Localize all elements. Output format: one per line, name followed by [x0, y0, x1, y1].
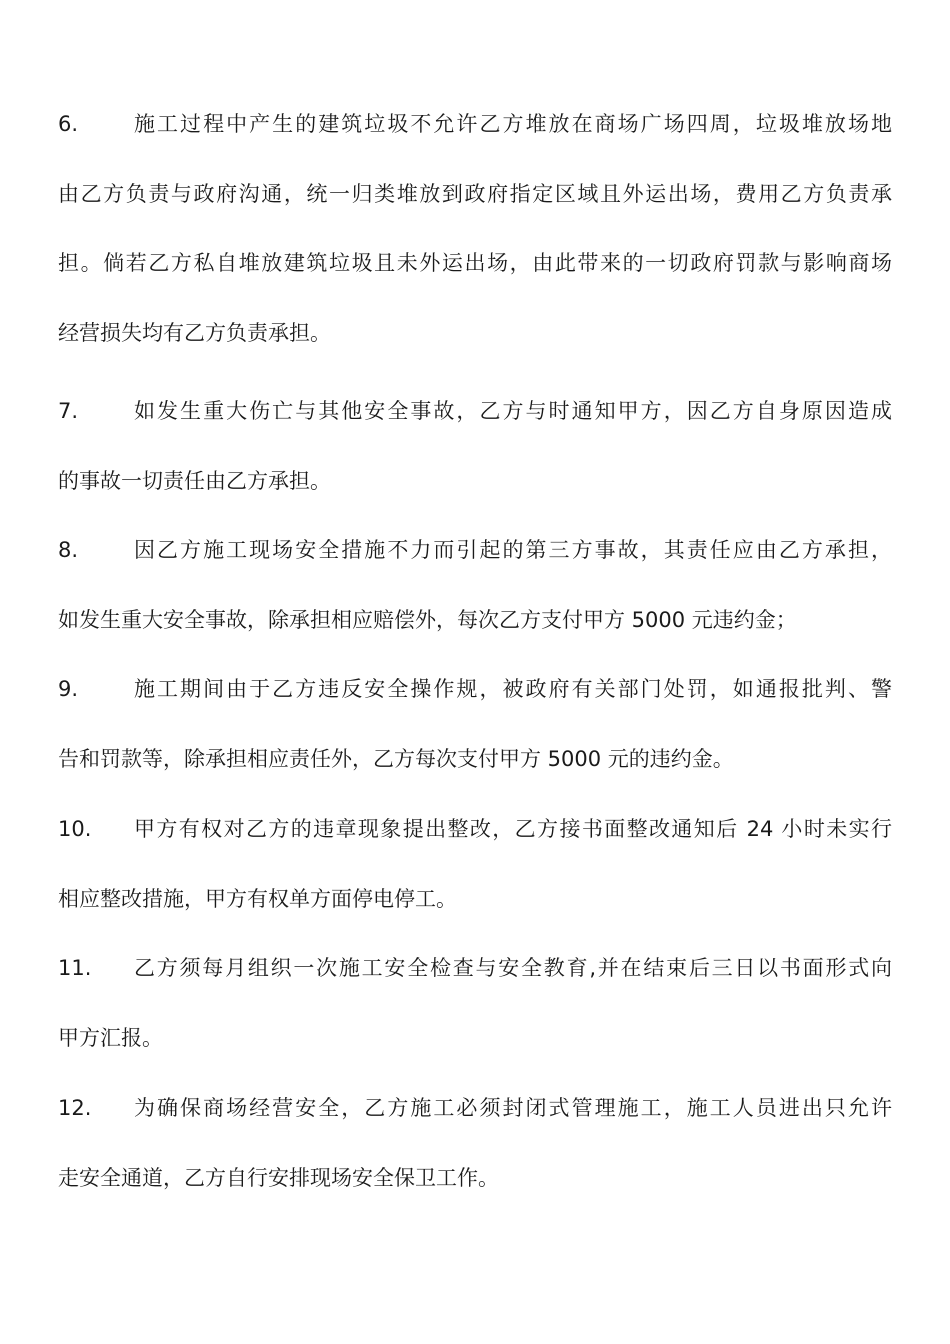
- clause-line: 如发生重大安全事故，除承担相应赔偿外，每次乙方支付甲方 5000 元违约金；: [58, 607, 797, 632]
- clause-line: [58, 795, 892, 865]
- clause-line: [58, 655, 892, 725]
- clause-8: [58, 516, 892, 655]
- clause-number: 7.: [58, 399, 79, 423]
- clause-text: 因乙方施工现场安全措施不力而引起的第三方事故，其责任应由乙方承担，: [134, 538, 892, 562]
- clause-line: [58, 934, 892, 1004]
- clause-number: 12.: [58, 1096, 92, 1120]
- clause-line: 由乙方负责与政府沟通，统一归类堆放到政府指定区域且外运出场，费用乙方负责承: [58, 181, 892, 206]
- clause-line: [58, 377, 892, 447]
- clause-line: [58, 516, 892, 586]
- clause-line: [58, 1074, 892, 1144]
- clause-text: 施工过程中产生的建筑垃圾不允许乙方堆放在商场广场四周，垃圾堆放场地: [134, 112, 892, 136]
- clause-text: 乙方须每月组织一次施工安全检查与安全教育,并在结束后三日以书面形式向: [134, 956, 892, 980]
- clause-line: 告和罚款等，除承担相应责任外，乙方每次支付甲方 5000 元的违约金。: [58, 746, 734, 771]
- clause-text: 为确保商场经营安全，乙方施工必须封闭式管理施工，施工人员进出只允许: [134, 1096, 892, 1120]
- clause-line: 经营损失均有乙方负责承担。: [58, 320, 331, 345]
- clause-text: 如发生重大伤亡与其他安全事故，乙方与时通知甲方，因乙方自身原因造成: [134, 399, 892, 423]
- clause-10: [58, 795, 892, 934]
- clause-number: 6.: [58, 112, 79, 136]
- clause-text: 甲方有权对乙方的违章现象提出整改，乙方接书面整改通知后 24 小时未实行: [134, 817, 892, 841]
- clause-line: 甲方汇报。: [58, 1025, 163, 1050]
- clause-line: 相应整改措施，甲方有权单方面停电停工。: [58, 886, 457, 911]
- clause-9: [58, 655, 892, 794]
- clause-line: 的事故一切责任由乙方承担。: [58, 468, 331, 493]
- clause-number: 10.: [58, 817, 92, 841]
- clause-line: [58, 90, 892, 160]
- clause-text: 施工期间由于乙方违反安全操作规，被政府有关部门处罚，如通报批判、警: [134, 677, 892, 701]
- clause-number: 11.: [58, 956, 92, 980]
- clause-12: [58, 1074, 892, 1213]
- clause-number: 8.: [58, 538, 79, 562]
- clause-line: 走安全通道，乙方自行安排现场安全保卫工作。: [58, 1165, 499, 1190]
- clause-11: [58, 934, 892, 1073]
- clause-7: [58, 377, 892, 516]
- clause-line: 担。倘若乙方私自堆放建筑垃圾且未外运出场，由此带来的一切政府罚款与影响商场: [58, 251, 892, 275]
- clause-6: [58, 90, 892, 368]
- clause-number: 9.: [58, 677, 79, 701]
